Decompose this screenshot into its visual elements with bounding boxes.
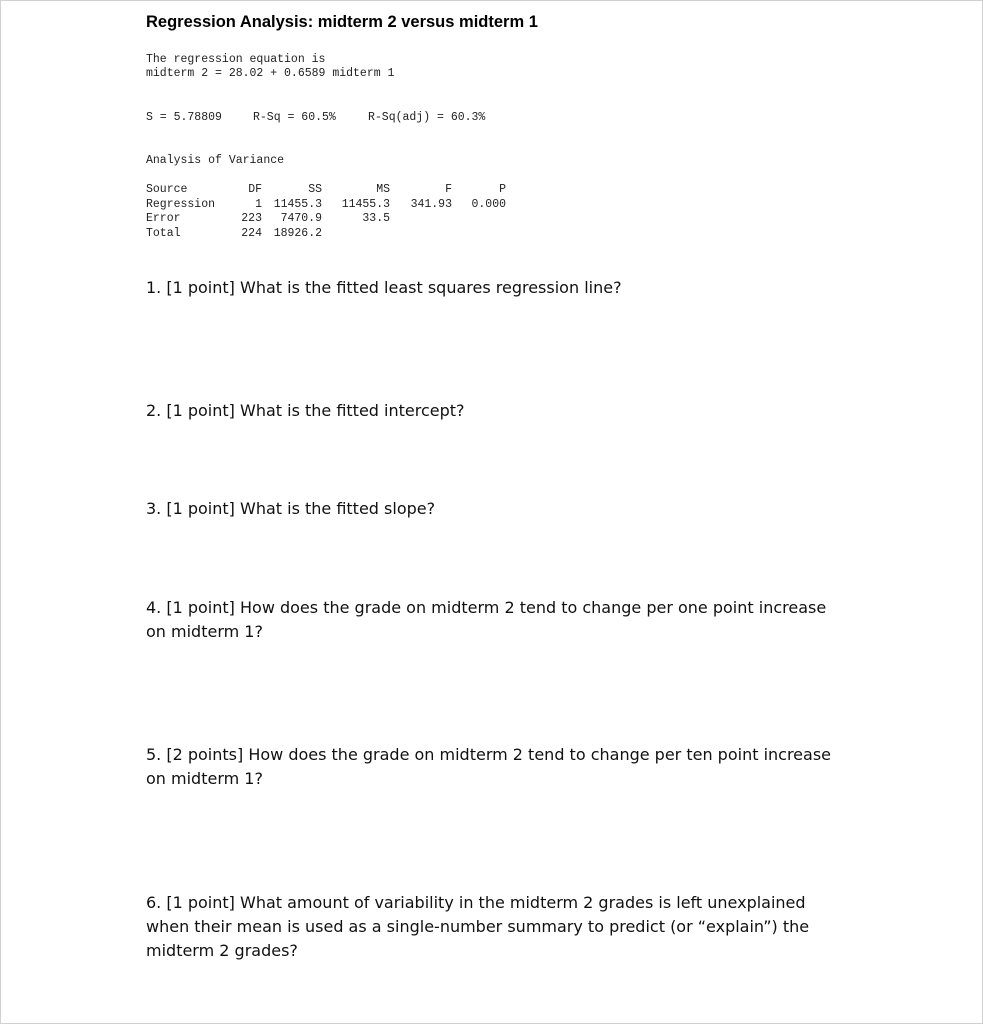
cell-df: 223 [241,212,262,225]
col-header-ms: MS [376,183,390,196]
stat-s: S = 5.78809 [146,111,222,124]
anova-table [146,183,506,241]
anova-header-row [146,183,506,198]
anova-heading: Analysis of Variance [146,154,285,167]
cell-p [452,212,506,227]
col-header-df: DF [248,183,262,196]
col-header-source: Source [146,183,188,196]
cell-source: Regression [146,197,216,211]
col-header-f: F [445,183,452,196]
question-1: 1. [1 point] What is the fitted least squares regression line? [146,278,622,297]
regression-equation: midterm 2 = 28.02 + 0.6589 midterm 1 [146,67,395,80]
cell-p [452,227,506,242]
question-4: 4. [1 point] How does the grade on midterm 2 tend to change per one point increase on midterm 1? [146,598,827,641]
stat-r-sq-adj: R-Sq(adj) = 60.3% [368,111,486,124]
cell-ms: 33.5 [362,212,390,225]
cell-df: 224 [241,226,262,240]
cell-p: 0.000 [471,197,506,211]
cell-f: 341.93 [410,197,452,211]
cell-f [390,212,452,227]
question-6: 6. [1 point] What amount of variability in the midterm 2 grades is left unexplained when their mean is used as a single-number summary to predict (or “explain”) the midterm 2 grades? [146,893,810,960]
cell-source: Total [146,226,181,240]
equation-intro: The regression equation is [146,53,326,66]
cell-source: Error [146,212,181,225]
cell-ss: 11455.3 [273,197,322,211]
table-row [146,227,506,242]
page-title: Regression Analysis: midterm 2 versus midterm 1 [146,13,538,31]
table-row [146,212,506,227]
col-header-ss: SS [308,183,322,196]
stat-r-sq: R-Sq = 60.5% [253,111,336,124]
cell-ss: 7470.9 [280,212,322,225]
col-header-p: P [499,183,506,196]
table-row [146,198,506,213]
question-2: 2. [1 point] What is the fitted intercept? [146,401,465,420]
cell-f [390,227,452,242]
cell-ss: 18926.2 [273,226,322,240]
cell-ms [322,227,390,242]
question-3: 3. [1 point] What is the fitted slope? [146,499,436,518]
cell-ms: 11455.3 [341,197,390,211]
question-5: 5. [2 points] How does the grade on midterm 2 tend to change per ten point increase on midterm 1? [146,745,832,788]
cell-df: 1 [255,197,262,211]
